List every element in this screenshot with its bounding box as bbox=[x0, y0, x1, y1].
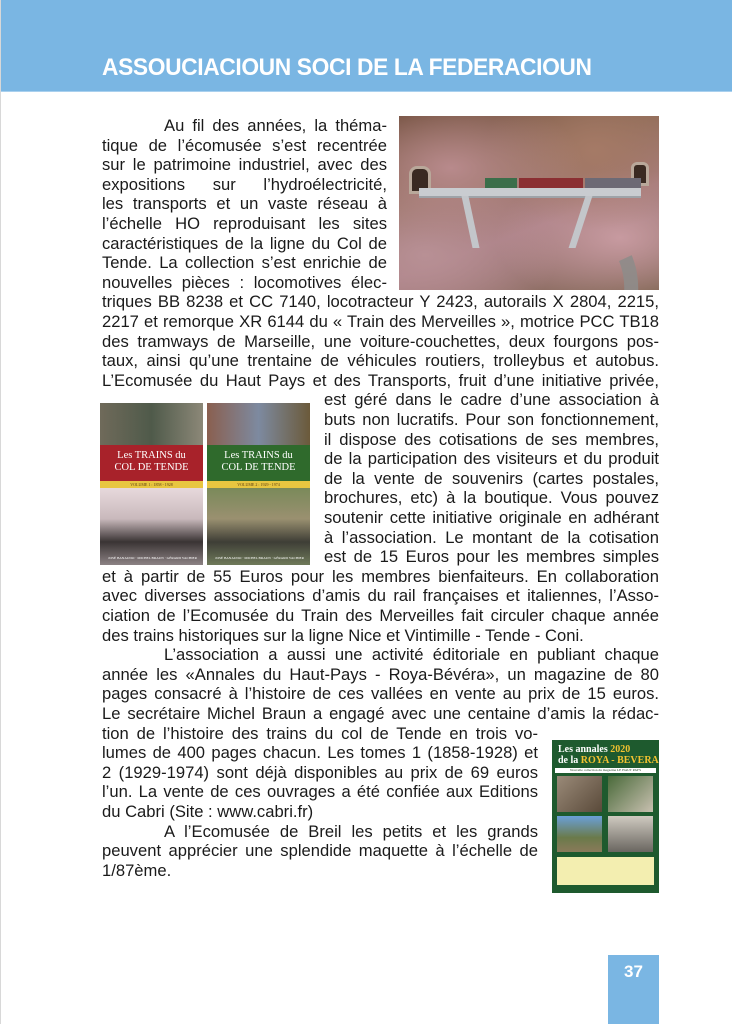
magazine-title-accent: ROYA - BEVERA bbox=[580, 755, 659, 766]
header-title: ASSOUCIACIOUN SOCI DE LA FEDERACIOUN bbox=[102, 54, 592, 81]
body-text-line: 2217 et remorque XR 6144 du « Train des Merveilles », motrice PCC TB18 bbox=[102, 312, 659, 331]
body-text-line: sur le patrimoine industriel, avec des bbox=[102, 155, 387, 175]
photo-train-car bbox=[585, 178, 641, 188]
book-cover-photo bbox=[100, 488, 203, 565]
book-authors: JOSÉ BANAUDO · MICHEL BRAUN · GÉRARD VACHIER bbox=[215, 556, 304, 560]
magazine-title-text: Les annales bbox=[558, 744, 608, 755]
body-text-line: et à partir de 55 Euros pour les membres bienfaiteurs. En collaboration bbox=[102, 566, 659, 586]
body-text-line: expositions sur l’hydroélectricité, bbox=[102, 174, 387, 194]
body-text-line: A l’Ecomusée de Breil les petits et les grands bbox=[164, 821, 538, 841]
body-text-line: à l’association. Le montant de la cotisation bbox=[324, 527, 659, 547]
body-text-line: Le secrétaire Michel Braun a engagé avec une centaine d’amis la rédac- bbox=[102, 704, 659, 723]
body-text-line: triques BB 8238 et CC 7140, locotracteur Y 2423, autorails X 2804, 2215, bbox=[102, 292, 659, 312]
body-text-line: année les «Annales du Haut-Pays - Roya-Bévéra», un magazine de 80 bbox=[102, 664, 659, 684]
book-cover-photo bbox=[100, 403, 203, 445]
body-text-line: tion de l’histoire des trains du col de Tende en trois vo- bbox=[102, 723, 538, 743]
magazine-photo bbox=[608, 776, 653, 812]
magazine-title-line1 bbox=[558, 744, 630, 755]
model-railway-photo bbox=[399, 116, 659, 290]
body-text-line: caractéristiques de la ligne du Col de bbox=[102, 233, 387, 253]
body-text-line: taux, ainsi qu’une trentaine de véhicules routiers, trolleybus et autobus. bbox=[102, 351, 659, 371]
body-text-line: L’Ecomusée du Haut Pays et des Transports, fruit d’une initiative privée, bbox=[102, 370, 659, 390]
magazine-cover bbox=[552, 740, 659, 893]
body-text-line: est géré dans le cadre d’une association à bbox=[324, 390, 659, 410]
magazine-contents-box bbox=[557, 857, 654, 885]
book-authors: JOSÉ BANAUDO · MICHEL BRAUN · GÉRARD VACHIER bbox=[108, 556, 197, 560]
book-cover-volume-1 bbox=[100, 403, 203, 565]
body-text-line: ciation de l’Ecomusée du Train des Merveilles fait circuler chaque année bbox=[102, 606, 659, 625]
book-title-band bbox=[100, 445, 203, 481]
body-text-line: avec diverses associations d’amis du rail françaises et italiennes, l’Asso- bbox=[102, 586, 659, 606]
body-text-line: des trains historiques sur la ligne Nice et Vintimille - Tende - Coni. bbox=[102, 625, 584, 645]
body-text-line: est de 15 Euros pour les membres simples bbox=[324, 547, 659, 567]
book-cover-photo bbox=[207, 403, 310, 445]
body-text-line: 2 (1929-1974) sont déjà disponibles au prix de 69 euros bbox=[102, 762, 538, 782]
book-title-band bbox=[207, 445, 310, 481]
body-text-line: brochures, etc) à la boutique. Vous pouvez bbox=[324, 488, 659, 508]
book-cover-photo bbox=[207, 488, 310, 565]
body-text-line: les transports et un vaste réseau à bbox=[102, 194, 387, 214]
page-header bbox=[1, 0, 732, 92]
photo-bridge-leg bbox=[461, 196, 479, 248]
body-text-line: tique de l’écomusée s’est recentrée bbox=[102, 135, 387, 155]
body-text-line: lumes de 400 pages chacun. Les tomes 1 (1858-1928) et bbox=[102, 743, 538, 763]
magazine-photo bbox=[557, 816, 602, 852]
body-text-line: de la vente de souvenirs (cartes postales, bbox=[324, 468, 659, 488]
photo-train-car bbox=[485, 178, 517, 188]
photo-train-car bbox=[519, 178, 583, 188]
book-title-line1: Les TRAINS du bbox=[117, 450, 186, 461]
body-text-line: il dispose des cotisations de ses membres, bbox=[324, 429, 659, 449]
magazine-title-text: de la bbox=[558, 755, 579, 766]
body-text-line: soutenir cette initiative originale en adhérant bbox=[324, 508, 659, 527]
page-number-box bbox=[608, 955, 659, 1024]
book-title-line2: COL DE TENDE bbox=[114, 462, 189, 473]
body-text-line: Tende. La collection s’est enrichie de bbox=[102, 253, 387, 273]
magazine-photo bbox=[608, 816, 653, 852]
body-text-line: L’association a aussi une activité éditoriale en publiant chaque bbox=[164, 645, 659, 665]
body-text-line: l’échelle HO reproduisant les sites bbox=[102, 214, 387, 233]
body-text-line: buts non lucratifs. Pour son fonctionnement, bbox=[324, 410, 659, 429]
book-title-line2: COL DE TENDE bbox=[221, 462, 296, 473]
body-text-line: nouvelles pièces : locomotives élec- bbox=[102, 272, 387, 292]
magazine-year: 2020 bbox=[610, 744, 631, 755]
photo-road bbox=[465, 191, 659, 290]
book-cover-volume-2 bbox=[207, 403, 310, 565]
photo-bridge bbox=[419, 188, 641, 198]
magazine-title-line2 bbox=[558, 755, 659, 766]
magazine-photo bbox=[557, 776, 602, 812]
magazine-subtitle: Nouvelle collection du magazine LE HAUT PAYS bbox=[555, 768, 656, 773]
body-text-line: Au fil des années, la théma- bbox=[164, 116, 387, 135]
book-volume: VOLUME 2 : 1929 - 1974 bbox=[207, 481, 310, 488]
body-text-line: du Cabri (Site : www.cabri.fr) bbox=[102, 802, 314, 821]
body-text-line: 1/87ème. bbox=[102, 860, 172, 880]
book-volume: VOLUME 1 : 1858 - 1928 bbox=[100, 481, 203, 488]
body-text-line: de la participation des visiteurs et du produit bbox=[324, 449, 659, 469]
body-text-line: des tramways de Marseille, une voiture-couchettes, deux fourgons pos- bbox=[102, 331, 659, 351]
body-text-line: l’un. La vente de ces ouvrages a été confiée aux Editions bbox=[102, 782, 538, 802]
book-title-line1: Les TRAINS du bbox=[224, 450, 293, 461]
body-text-line: peuvent apprécier une splendide maquette à l’échelle de bbox=[102, 841, 538, 861]
body-text-line: pages consacré à l’histoire de ces vallées en vente au prix de 15 euros. bbox=[102, 684, 659, 704]
page-number: 37 bbox=[624, 962, 643, 981]
